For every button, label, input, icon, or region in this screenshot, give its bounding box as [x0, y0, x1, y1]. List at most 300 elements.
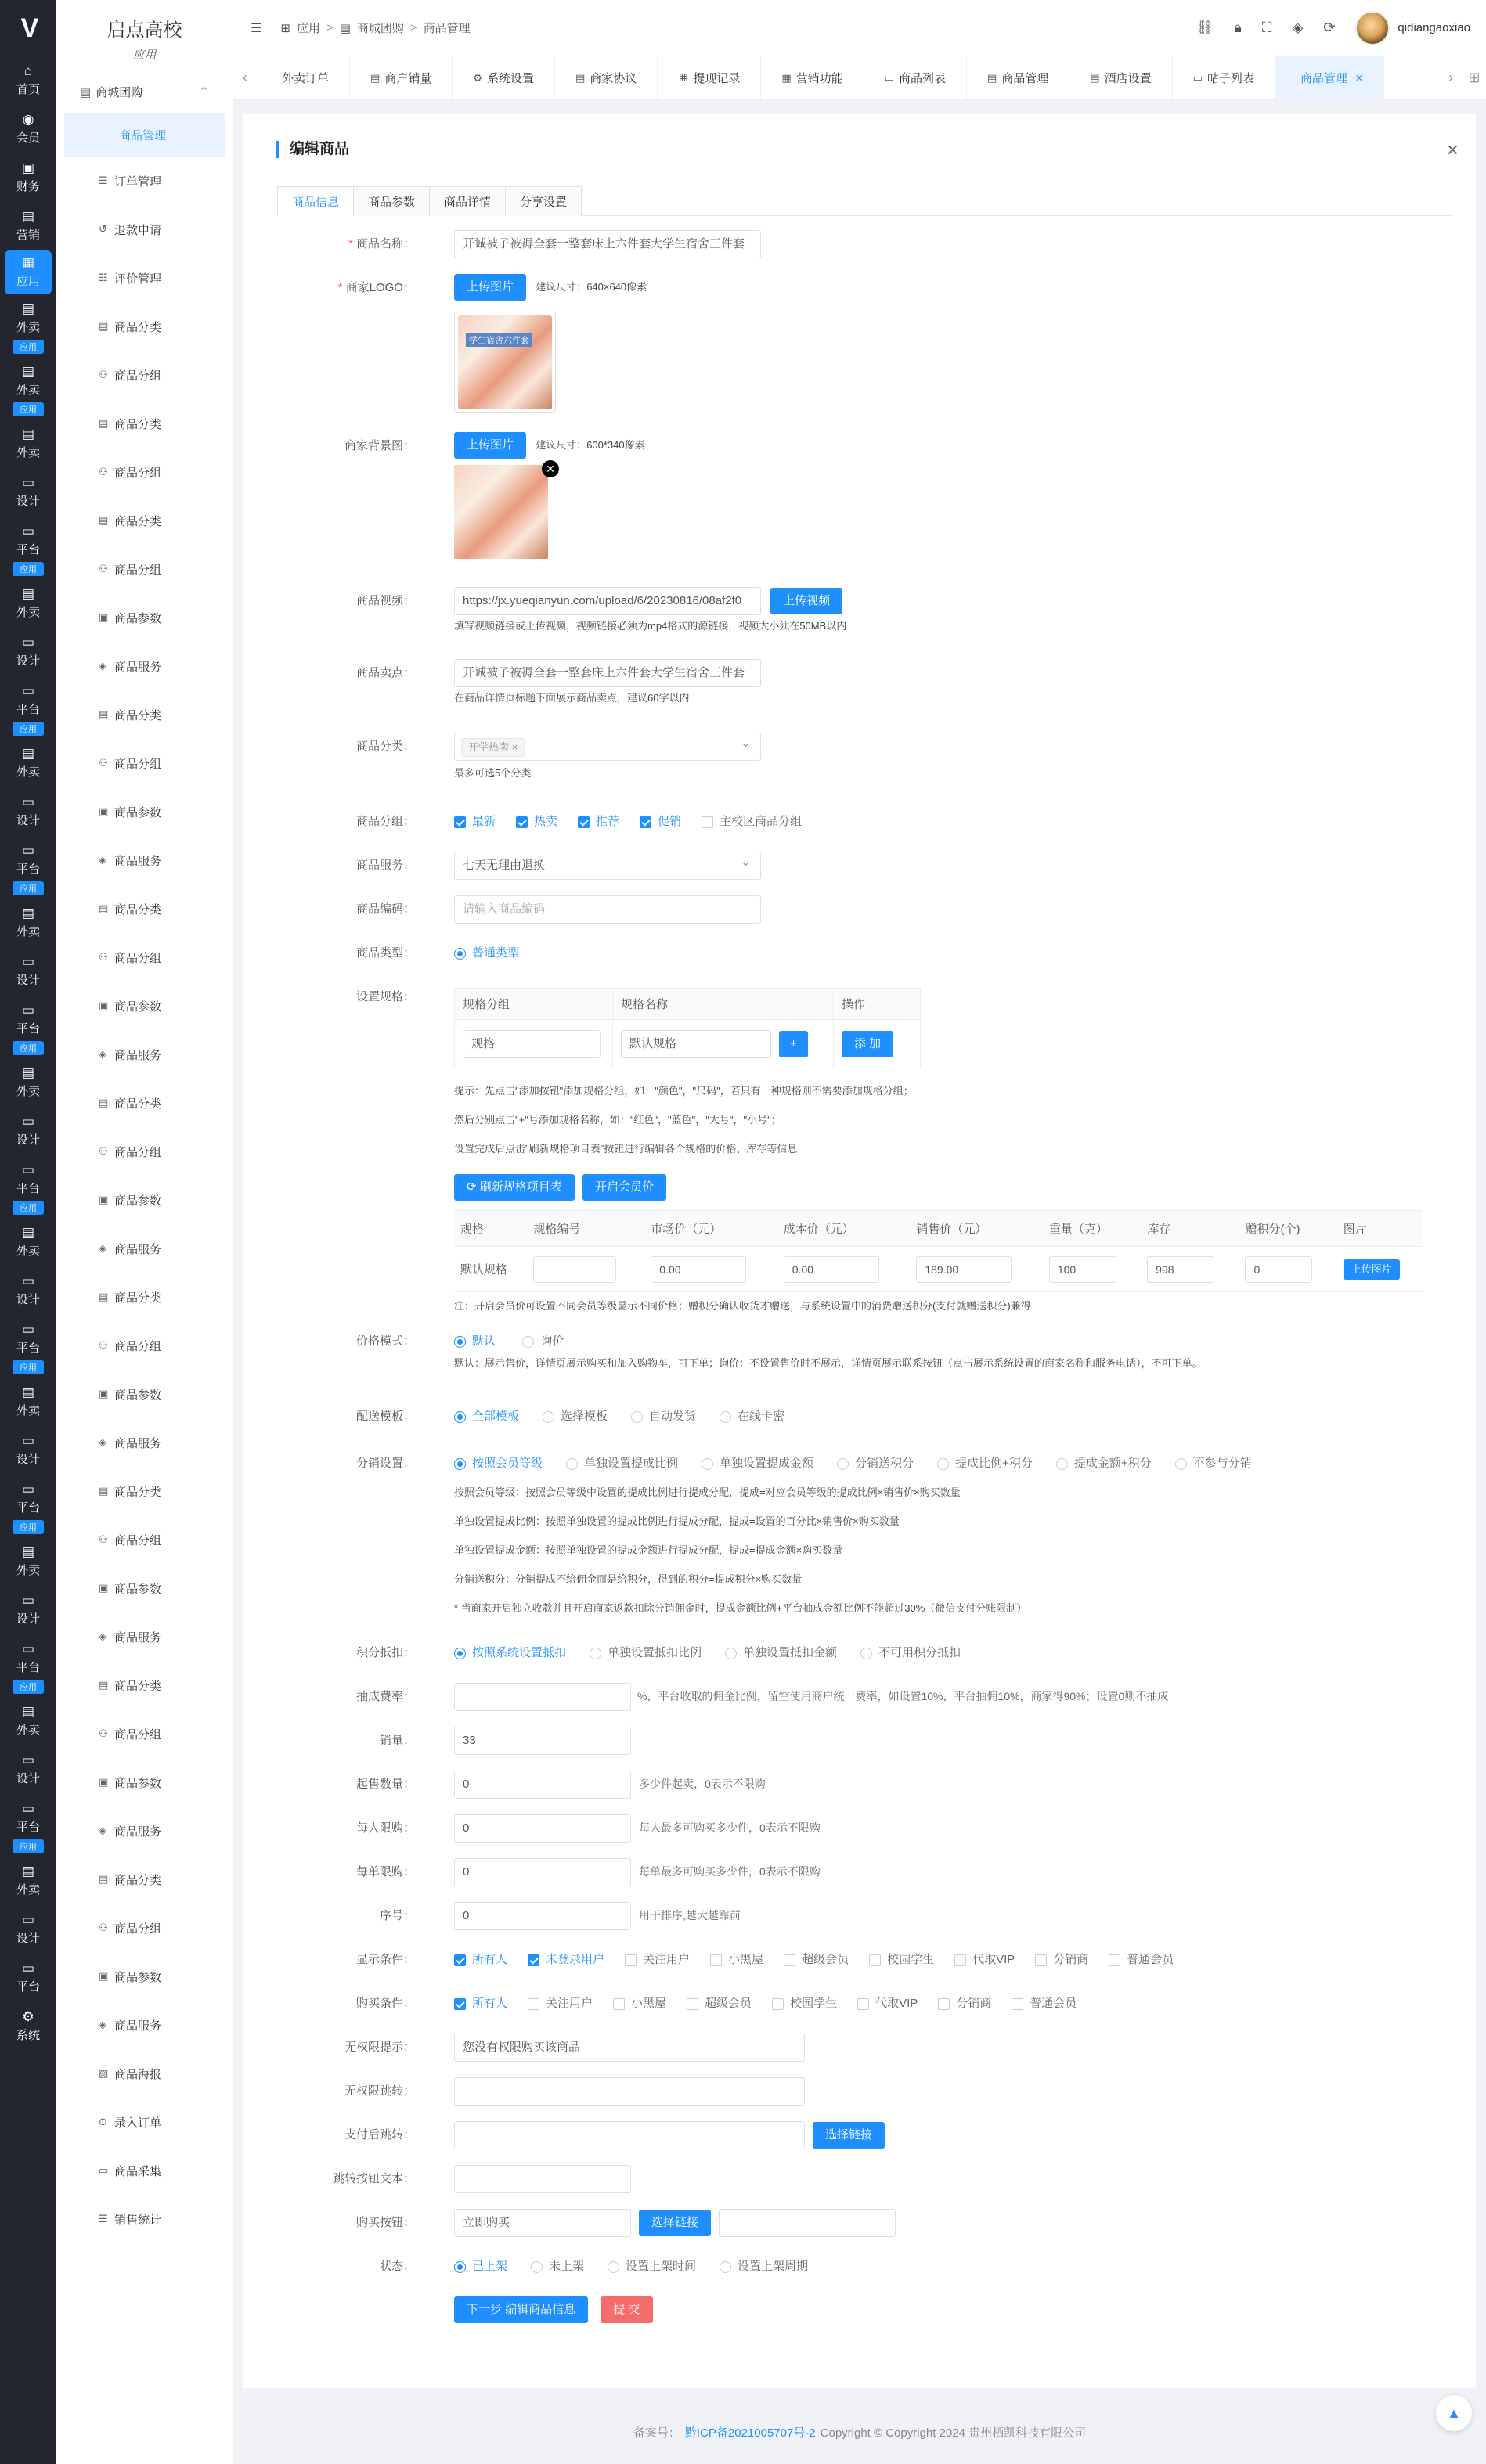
rail-icon: ▤ — [21, 1704, 35, 1719]
sub-nav-label: 商品分类 — [114, 320, 162, 334]
video-url-input[interactable]: https://jx.yueqianyun.com/upload/6/20230816/08af2f0 — [454, 587, 761, 615]
no-perm-jump-input[interactable] — [454, 2077, 805, 2106]
radio-option[interactable] — [531, 2253, 584, 2281]
sub-group-header[interactable] — [56, 70, 233, 113]
rail-item[interactable] — [0, 1745, 56, 1794]
brand-title: 启点高校 — [106, 20, 182, 41]
checkbox[interactable] — [938, 1990, 991, 2018]
link-icon[interactable]: ⛓ — [1196, 20, 1214, 35]
tab-label: 商品管理 — [1300, 72, 1347, 85]
checkbox-box — [528, 1954, 539, 1966]
sub-nav-item[interactable] — [56, 739, 233, 787]
tab-label: 系统设置 — [486, 72, 534, 85]
sub-nav-label: 商品参数 — [114, 611, 162, 625]
rail-icon: ▭ — [21, 1593, 35, 1608]
sub-nav-label: 评价管理 — [114, 272, 162, 286]
rail-icon: ⌂ — [23, 63, 33, 78]
checkbox[interactable] — [454, 808, 496, 836]
nav-icon: ▤ — [99, 417, 109, 429]
rail-item[interactable] — [0, 947, 56, 996]
rail-item[interactable] — [0, 56, 56, 105]
service-select[interactable]: 七天无理由退换 ⌄ — [454, 852, 761, 880]
distribution-hints — [454, 1478, 1275, 1623]
checkbox-box — [1035, 1954, 1047, 1966]
sub-nav-item[interactable] — [64, 113, 225, 157]
rail-item[interactable] — [0, 2002, 56, 2051]
radio-option[interactable] — [837, 1450, 914, 1478]
sku-code-input[interactable] — [533, 1256, 616, 1283]
rail-item-label: 首页 — [16, 83, 40, 96]
nav-tab[interactable] — [555, 56, 658, 100]
rail-item[interactable] — [0, 676, 56, 725]
avatar[interactable] — [1355, 11, 1390, 45]
next-step-button[interactable]: 下一步 编辑商品信息 — [454, 2296, 588, 2323]
nav-icon: ⚇ — [99, 1533, 108, 1545]
rail-item-label: 设计 — [16, 654, 40, 668]
radio-label: 按照会员等级 — [472, 1457, 543, 1471]
sku-cost-input[interactable]: 0.00 — [784, 1256, 879, 1283]
theme-icon[interactable]: ◈ — [1292, 20, 1304, 35]
radio-option[interactable] — [1175, 1450, 1252, 1478]
sub-nav-item[interactable] — [56, 690, 233, 739]
sub-nav-item[interactable] — [56, 205, 233, 254]
checkbox[interactable] — [1012, 1990, 1077, 2018]
tab-icon: ⚙ — [473, 71, 482, 84]
checkbox[interactable] — [1035, 1946, 1088, 1974]
checkbox[interactable] — [578, 808, 619, 836]
fullscreen-icon[interactable]: ⛶ — [1261, 20, 1272, 35]
sub-nav-label: 商品分类 — [114, 1485, 162, 1499]
sku-header: 重量（克） — [1043, 1211, 1141, 1247]
sub-nav-item[interactable] — [56, 1709, 233, 1758]
checkbox[interactable] — [528, 1946, 604, 1974]
nav-tab[interactable] — [1275, 56, 1384, 100]
tab-label: 商户销量 — [384, 72, 432, 85]
checkbox-label: 未登录用户 — [546, 1953, 605, 1967]
tab-goods-params[interactable]: 商品参数 — [353, 186, 430, 216]
sub-nav-item[interactable] — [56, 836, 233, 884]
sku-header: 规格编号 — [527, 1211, 644, 1247]
nav-tab[interactable] — [1069, 56, 1172, 100]
spec-tip: 然后分别点击"+"号添加规格名称，如："红色"，"蓝色"，"大号"，"小号"； — [454, 1114, 781, 1126]
nav-icon: ▧ — [99, 2067, 109, 2079]
nav-tab[interactable] — [967, 56, 1069, 100]
checkbox-box — [625, 1954, 637, 1966]
sub-nav-item[interactable] — [56, 1952, 233, 2001]
rail-item[interactable] — [0, 996, 56, 1044]
rail-item[interactable] — [0, 105, 56, 153]
rail-icon: ▤ — [21, 1864, 35, 1879]
sku-market-input[interactable]: 0.00 — [651, 1256, 746, 1283]
nav-tab[interactable] — [257, 56, 350, 100]
no-perm-jump-label: 无权限跳转： — [344, 2084, 415, 2098]
nav-tab[interactable] — [350, 56, 453, 100]
spec-header: 操作 — [834, 989, 921, 1020]
category-label: 商品分类： — [355, 740, 415, 753]
radio-option[interactable] — [720, 2253, 808, 2281]
sub-nav-item[interactable] — [56, 496, 233, 545]
rail-item[interactable] — [0, 357, 56, 405]
nav-icon: ⚇ — [99, 1339, 108, 1351]
nav-tab[interactable] — [453, 56, 555, 100]
rail-item-label: 外卖 — [16, 1883, 40, 1897]
checkbox[interactable] — [687, 1990, 752, 2018]
rail-item[interactable] — [0, 899, 56, 947]
refresh-icon[interactable]: ⟳ — [1323, 20, 1336, 35]
logo-size-hint: 建议尺寸：640×640像素 — [536, 280, 647, 293]
nav-tab[interactable] — [1173, 56, 1275, 100]
sub-nav-label: 商品服务 — [114, 2019, 162, 2033]
radio-label: 分销送积分 — [855, 1457, 914, 1471]
radio-dot — [860, 1648, 872, 1659]
rail-item[interactable] — [5, 250, 52, 294]
per-user-input[interactable]: 0 — [454, 1814, 631, 1843]
sub-nav-item[interactable] — [56, 787, 233, 836]
sub-nav-item[interactable] — [56, 1079, 233, 1127]
checkbox-box — [869, 1954, 881, 1966]
sku-price-input[interactable]: 189.00 — [916, 1256, 1012, 1283]
back-to-top-icon[interactable]: ▲ — [1436, 2395, 1472, 2431]
goods-name-input[interactable]: 开诚被子被褥全套一整套床上六件套大学生宿舍三件套 — [454, 230, 761, 258]
rail-item[interactable] — [0, 420, 56, 468]
radio-option[interactable] — [720, 1403, 784, 1431]
code-label: 商品编码： — [355, 902, 415, 916]
rail-item-label: 平台 — [16, 1501, 40, 1515]
sub-nav-item[interactable] — [56, 1321, 233, 1370]
sub-nav-item[interactable] — [56, 1661, 233, 1709]
sub-nav-label: 商品分类 — [114, 1291, 162, 1305]
radio-option[interactable] — [454, 1639, 566, 1667]
sub-nav-item[interactable] — [56, 642, 233, 690]
sales-input[interactable]: 33 — [454, 1727, 631, 1755]
upload-video-button[interactable]: 上传视频 — [770, 588, 842, 614]
remove-image-icon[interactable]: ✕ — [542, 460, 559, 477]
add-spec-group-button[interactable]: 添 加 — [842, 1031, 893, 1057]
logo-thumbnail[interactable] — [454, 312, 556, 413]
sub-nav-item[interactable] — [56, 2195, 233, 2243]
rail-item[interactable] — [0, 468, 56, 517]
sku-name: 默认规格 — [454, 1247, 527, 1292]
checkbox-label: 主校区商品分组 — [720, 815, 803, 829]
tab-bar — [233, 56, 1486, 100]
sub-nav-label: 商品分组 — [114, 369, 162, 383]
rail-item[interactable] — [0, 1697, 56, 1745]
sub-nav-item[interactable] — [56, 1273, 233, 1321]
sub-nav-item[interactable] — [56, 1807, 233, 1855]
checkbox-label: 普通会员 — [1127, 1953, 1174, 1967]
checkbox[interactable] — [1109, 1946, 1174, 1974]
selling-point-input[interactable]: 开诚被子被褥全套一整套床上六件套大学生宿舍三件套 — [454, 659, 761, 687]
lock-icon[interactable]: 🔒︎ — [1234, 20, 1242, 35]
type-radio-normal[interactable]: 普通类型 — [454, 939, 519, 967]
upload-bg-button[interactable]: 上传图片 — [454, 432, 526, 459]
add-spec-name-button[interactable]: + — [779, 1031, 808, 1057]
sub-nav-label: 商品分组 — [114, 951, 162, 965]
nav-tab[interactable] — [864, 56, 967, 100]
fee-hint: %，平台收取的佣金比例，留空使用商户统一费率，如设置10%，平台抽佣10%，商家得90%；设置0则不抽成 — [637, 1689, 1169, 1702]
rail-item[interactable] — [0, 836, 56, 884]
per-order-hint: 每单最多可购买多少件，0表示不限购 — [639, 1864, 821, 1878]
rail-item[interactable] — [0, 628, 56, 676]
rail-item-label: 平台 — [16, 1661, 40, 1674]
member-price-button[interactable]: 开启会员价 — [582, 1174, 666, 1201]
tabs-menu-icon[interactable]: ⊞ — [1468, 70, 1481, 85]
radio-option[interactable] — [1056, 1450, 1152, 1478]
spec-name-input[interactable]: 默认规格 — [621, 1030, 771, 1058]
rail-item[interactable] — [0, 1857, 56, 1905]
rail-item[interactable] — [0, 1794, 56, 1843]
radio-dot — [454, 1411, 466, 1423]
rail-item-label: 外卖 — [16, 606, 40, 619]
form-tabs — [277, 186, 1452, 216]
sub-nav-item[interactable] — [56, 448, 233, 496]
icp-link[interactable]: 黔ICP备2021005707号-2 — [684, 2426, 816, 2440]
icon-rail — [0, 0, 56, 2464]
sub-nav-item[interactable] — [56, 2001, 233, 2049]
sub-nav-label: 商品分类 — [114, 514, 162, 528]
rail-item-label: 设计 — [16, 1612, 40, 1626]
checkbox[interactable] — [857, 1990, 918, 2018]
rail-icon: ▭ — [21, 1801, 35, 1816]
refresh-spec-button[interactable]: ⟳ 刷新规格项目表 — [454, 1174, 575, 1201]
sub-nav-item[interactable] — [56, 1030, 233, 1079]
rail-item[interactable] — [0, 787, 56, 836]
rail-item[interactable] — [0, 1266, 56, 1315]
nav-icon: ⚇ — [99, 757, 108, 769]
checkbox[interactable] — [454, 1946, 507, 1974]
price-mode-default-radio[interactable]: 默认 — [454, 1327, 496, 1356]
sub-nav-label: 商品海报 — [114, 2067, 162, 2081]
checkbox[interactable] — [528, 1990, 593, 2018]
radio-option[interactable] — [543, 1403, 608, 1431]
rail-item[interactable] — [0, 153, 56, 202]
checkbox-box — [454, 816, 466, 828]
footer — [233, 2400, 1486, 2464]
rail-item[interactable] — [0, 1586, 56, 1634]
checkbox[interactable] — [516, 808, 557, 836]
checkbox[interactable] — [613, 1990, 666, 2018]
radio-option[interactable] — [590, 1639, 702, 1667]
rail-item-label: 平台 — [16, 863, 40, 876]
sub-nav-item[interactable] — [56, 933, 233, 982]
checkbox-label: 所有人 — [472, 1997, 508, 2011]
nav-icon: ▣ — [99, 1776, 109, 1788]
sub-nav-item[interactable] — [56, 1564, 233, 1612]
rail-item-label: 设计 — [16, 974, 40, 987]
radio-dot — [566, 1458, 578, 1470]
sub-nav-item[interactable] — [56, 1855, 233, 1904]
logo-label: * 商家LOGO： — [337, 281, 415, 294]
video-hint: 填写视频链接或上传视频，视频链接必须为mp4格式的源链接，视频大小须在50MB以内 — [454, 620, 847, 632]
rail-item[interactable] — [0, 1155, 56, 1204]
spec-group-input[interactable]: 规格 — [463, 1030, 601, 1058]
sub-nav-item[interactable] — [56, 1176, 233, 1224]
rail-item-label: 设计 — [16, 495, 40, 508]
sub-nav-item[interactable] — [56, 545, 233, 593]
tab-goods-info[interactable]: 商品信息 — [277, 186, 354, 216]
close-icon[interactable]: × — [511, 741, 518, 753]
buy-btn-link-input[interactable] — [719, 2209, 896, 2237]
sub-nav-item[interactable] — [56, 351, 233, 399]
sku-stock-input[interactable]: 998 — [1147, 1256, 1214, 1283]
sub-nav-item[interactable] — [56, 399, 233, 448]
upload-logo-button[interactable]: 上传图片 — [454, 274, 526, 301]
jump-text-input[interactable] — [454, 2165, 631, 2193]
nav-tab[interactable] — [761, 56, 864, 100]
rail-item[interactable] — [0, 1634, 56, 1683]
spec-tip: 设置完成后点击"刷新规格项目表"按钮进行编辑各个规格的价格、库存等信息 — [454, 1143, 798, 1155]
sub-nav-item[interactable] — [56, 1758, 233, 1807]
checkbox-label: 推荐 — [596, 815, 620, 829]
tab-label: 外卖订单 — [282, 72, 330, 85]
pay-jump-input[interactable] — [454, 2121, 805, 2149]
rail-item[interactable] — [0, 1218, 56, 1266]
submit-button[interactable]: 提 交 — [601, 2296, 652, 2323]
rail-icon: ▭ — [21, 1322, 35, 1337]
rail-icon: ▤ — [21, 1065, 35, 1080]
tab-label: 酒店设置 — [1104, 72, 1152, 85]
sort-input[interactable]: 0 — [454, 1902, 631, 1930]
radio-option[interactable] — [454, 2253, 507, 2281]
close-icon[interactable]: × — [1446, 138, 1459, 161]
sub-nav-item[interactable] — [56, 1904, 233, 1952]
menu-fold-icon[interactable]: ☰ — [251, 21, 262, 35]
rail-icon: ▭ — [21, 635, 35, 650]
checkbox[interactable] — [954, 1946, 1015, 1974]
radio-label: 设置上架时间 — [626, 2260, 697, 2274]
sub-nav-label: 商品服务 — [114, 1825, 162, 1839]
sub-nav-item[interactable] — [56, 1515, 233, 1564]
rail-item[interactable] — [0, 1905, 56, 1954]
bg-thumbnail[interactable] — [454, 463, 555, 559]
sku-table — [454, 1210, 1422, 1292]
checkbox[interactable] — [784, 1946, 849, 1974]
rail-badge: 应用 — [13, 881, 44, 895]
checkbox[interactable] — [772, 1990, 837, 2018]
close-tab-icon[interactable]: ✕ — [1354, 72, 1363, 84]
price-mode-inquiry-radio[interactable]: 询价 — [522, 1327, 564, 1356]
sub-nav-item[interactable] — [56, 1224, 233, 1273]
rail-item-label: 平台 — [16, 1022, 40, 1036]
sub-nav-item[interactable] — [56, 157, 233, 205]
radio-label: 提成比例+积分 — [955, 1457, 1033, 1471]
checkbox[interactable] — [710, 1946, 763, 1974]
checkbox[interactable] — [625, 1946, 690, 1974]
checkbox-label: 最新 — [472, 815, 496, 829]
rail-item[interactable] — [0, 1107, 56, 1155]
radio-option[interactable] — [631, 1403, 696, 1431]
rail-item[interactable] — [0, 1537, 56, 1586]
radio-option[interactable] — [454, 1403, 519, 1431]
sku-points-input[interactable]: 0 — [1245, 1256, 1312, 1283]
sub-nav-item[interactable] — [56, 2098, 233, 2146]
category-select[interactable] — [454, 733, 761, 761]
checkbox[interactable] — [702, 808, 802, 836]
sub-nav-item[interactable] — [56, 254, 233, 302]
sub-nav-item[interactable] — [56, 593, 233, 642]
radio-option[interactable] — [860, 1639, 961, 1667]
rail-icon: ▭ — [21, 843, 35, 858]
breadcrumb-item[interactable]: 商城团购 — [356, 22, 404, 35]
sub-nav-label: 商品分组 — [114, 466, 162, 480]
bg-size-hint: 建议尺寸：600*340像素 — [536, 438, 645, 451]
rail-item[interactable] — [0, 1475, 56, 1523]
sub-nav-item[interactable] — [56, 1418, 233, 1467]
sub-nav-item[interactable] — [56, 1612, 233, 1661]
checkbox[interactable] — [454, 1990, 507, 2018]
rail-item[interactable] — [0, 1315, 56, 1363]
sub-nav-item[interactable] — [56, 884, 233, 933]
rail-item[interactable] — [0, 1378, 56, 1426]
sub-nav-item[interactable] — [56, 1370, 233, 1418]
per-order-input[interactable]: 0 — [454, 1858, 631, 1886]
fee-input[interactable] — [454, 1683, 631, 1711]
sub-nav-item[interactable] — [56, 302, 233, 351]
chevron-left-icon[interactable]: ‹ — [243, 70, 247, 85]
goods-code-input[interactable]: 请输入商品编码 — [454, 895, 761, 924]
checkbox-label: 促销 — [658, 815, 682, 829]
sub-sidebar — [56, 0, 233, 2464]
rail-item-label: 平台 — [16, 703, 40, 716]
min-qty-hint: 多少件起卖，0表示不限购 — [639, 1777, 766, 1790]
min-qty-input[interactable]: 0 — [454, 1771, 631, 1799]
nav-icon: ▤ — [99, 1097, 109, 1108]
rail-item[interactable] — [0, 1426, 56, 1475]
buy-btn-text-input[interactable]: 立即购买 — [454, 2209, 631, 2237]
pay-jump-select-link-button[interactable]: 选择链接 — [813, 2122, 885, 2149]
checkbox-label: 关注用户 — [546, 1997, 593, 2011]
rail-item[interactable] — [0, 517, 56, 565]
sort-label: 序号： — [379, 1909, 415, 1922]
spec-header: 规格名称 — [613, 989, 834, 1020]
rail-item-label: 平台 — [16, 543, 40, 557]
rail-item[interactable] — [0, 294, 56, 343]
sub-nav-item[interactable] — [56, 1127, 233, 1176]
radio-option[interactable] — [725, 1639, 837, 1667]
rail-item[interactable] — [0, 1954, 56, 2002]
sub-nav-item[interactable] — [56, 2049, 233, 2098]
username[interactable]: qidiangaoxiao — [1398, 21, 1470, 34]
checkbox-box — [454, 1998, 466, 2010]
chevron-right-icon[interactable]: › — [1448, 70, 1453, 85]
tab-goods-detail[interactable]: 商品详情 — [429, 186, 506, 216]
radio-option[interactable] — [702, 1450, 813, 1478]
radio-option[interactable] — [608, 2253, 696, 2281]
nav-icon: ◈ — [99, 1825, 106, 1836]
sub-nav-item[interactable] — [56, 1467, 233, 1515]
radio-option[interactable] — [566, 1450, 678, 1478]
sku-weight-input[interactable]: 100 — [1049, 1256, 1116, 1283]
nav-tab[interactable] — [658, 56, 761, 100]
rail-item[interactable] — [0, 1058, 56, 1107]
checkbox[interactable] — [640, 808, 681, 836]
rail-item[interactable] — [0, 202, 56, 250]
radio-option[interactable] — [937, 1450, 1033, 1478]
rail-item[interactable] — [0, 579, 56, 628]
radio-option[interactable] — [454, 1450, 543, 1478]
sku-upload-image-button[interactable]: 上传图片 — [1344, 1259, 1400, 1280]
rail-item[interactable] — [0, 739, 56, 787]
buy-btn-select-link-button[interactable]: 选择链接 — [639, 2210, 711, 2236]
no-perm-tip-input[interactable]: 您没有权限购买该商品 — [454, 2034, 805, 2062]
sub-nav-label: 商品分组 — [114, 757, 162, 771]
sub-nav-item[interactable] — [56, 982, 233, 1030]
breadcrumb-item[interactable]: 应用 — [296, 22, 320, 35]
tab-share-settings[interactable]: 分享设置 — [505, 186, 582, 216]
checkbox[interactable] — [869, 1946, 934, 1974]
sub-nav-item[interactable] — [56, 2146, 233, 2195]
nav-icon: ▭ — [99, 2164, 109, 2176]
